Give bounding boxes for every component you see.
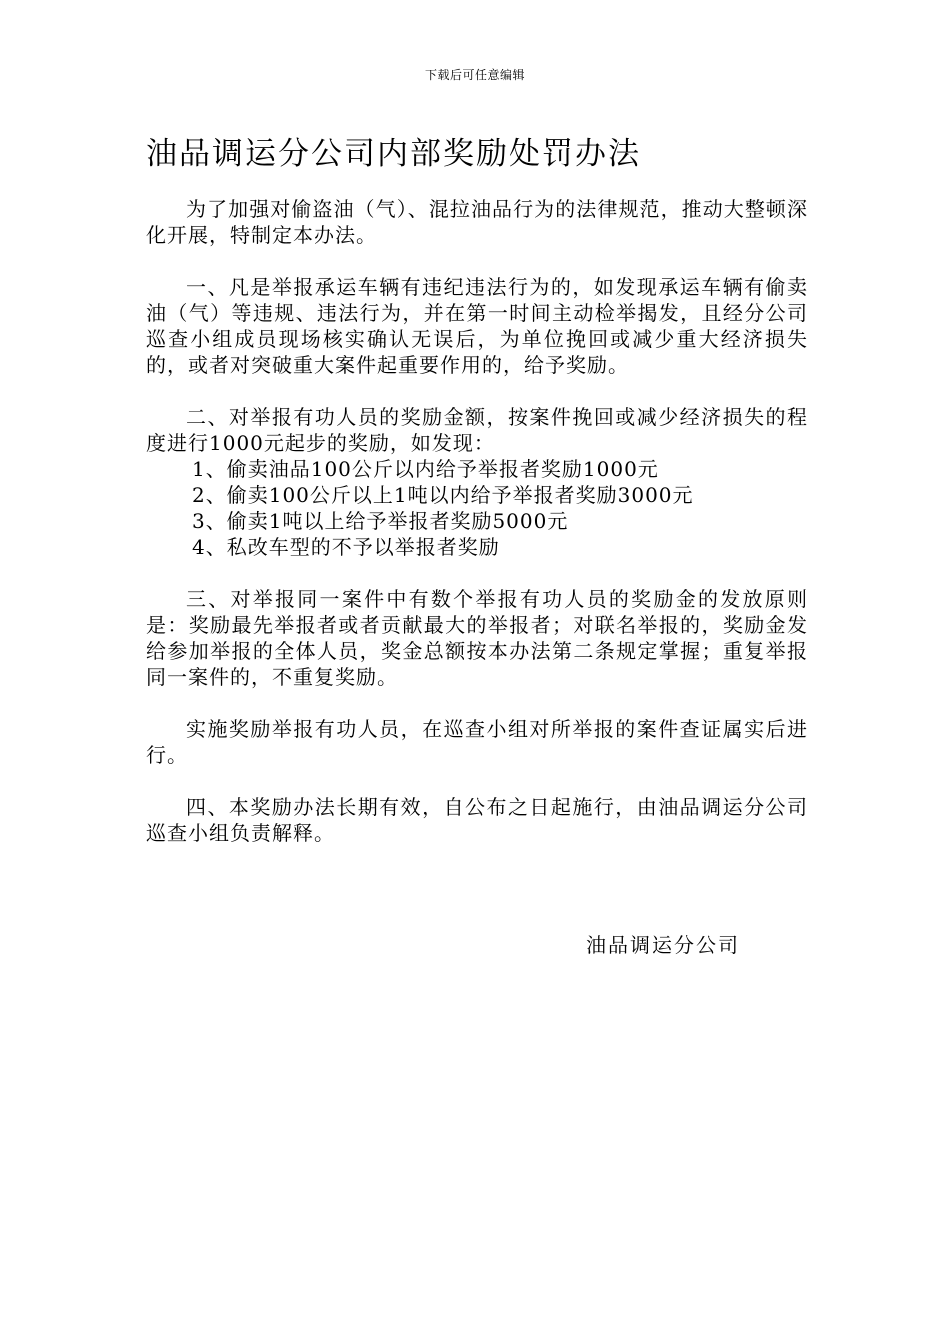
article-3-paragraph: 三、对举报同一案件中有数个举报有功人员的奖励金的发放原则是：奖励最先举报者或者贡献最大的举报者；对联名举报的，奖励金发给参加举报的全体人员，奖金总额按本办法第二条规定掌握；重复举报同一案件的，不重复奖励。 [146, 587, 808, 689]
reward-item-4: 4、私改车型的不予以举报者奖励 [192, 535, 500, 559]
intro-paragraph: 为了加强对偷盗油（气）、混拉油品行为的法律规范，推动大整顿深化开展，特制定本办法。 [146, 197, 808, 247]
document-body [146, 196, 808, 846]
reward-item-3: 3、偷卖1吨以上给予举报者奖励5000元 [192, 509, 569, 533]
reward-item-2: 2、偷卖100公斤以上1吨以内给予举报者奖励3000元 [192, 483, 694, 507]
reward-list [146, 456, 808, 560]
implementation-paragraph: 实施奖励举报有功人员，在巡查小组对所举报的案件查证属实后进行。 [146, 717, 808, 767]
article-1-paragraph: 一、凡是举报承运车辆有违纪违法行为的，如发现承运车辆有偷卖油（气）等违规、违法行为，并在第一时间主动检举揭发，且经分公司巡查小组成员现场核实确认无误后，为单位挽回或减少重大经济损失的，或者对突破重大案件起重要作用的，给予奖励。 [146, 275, 808, 377]
article-4-paragraph: 四、本奖励办法长期有效，自公布之日起施行，由油品调运分公司巡查小组负责解释。 [146, 795, 808, 845]
reward-item-1: 1、偷卖油品100公斤以内给予举报者奖励1000元 [192, 457, 659, 481]
article-2-paragraph: 二、对举报有功人员的奖励金额，按案件挽回或减少经济损失的程度进行1000元起步的奖励，如发现： [146, 405, 808, 455]
document-title: 油品调运分公司内部奖励处罚办法 [146, 136, 641, 172]
signature: 油品调运分公司 [586, 933, 740, 957]
header-note: 下载后可任意编辑 [424, 68, 525, 82]
